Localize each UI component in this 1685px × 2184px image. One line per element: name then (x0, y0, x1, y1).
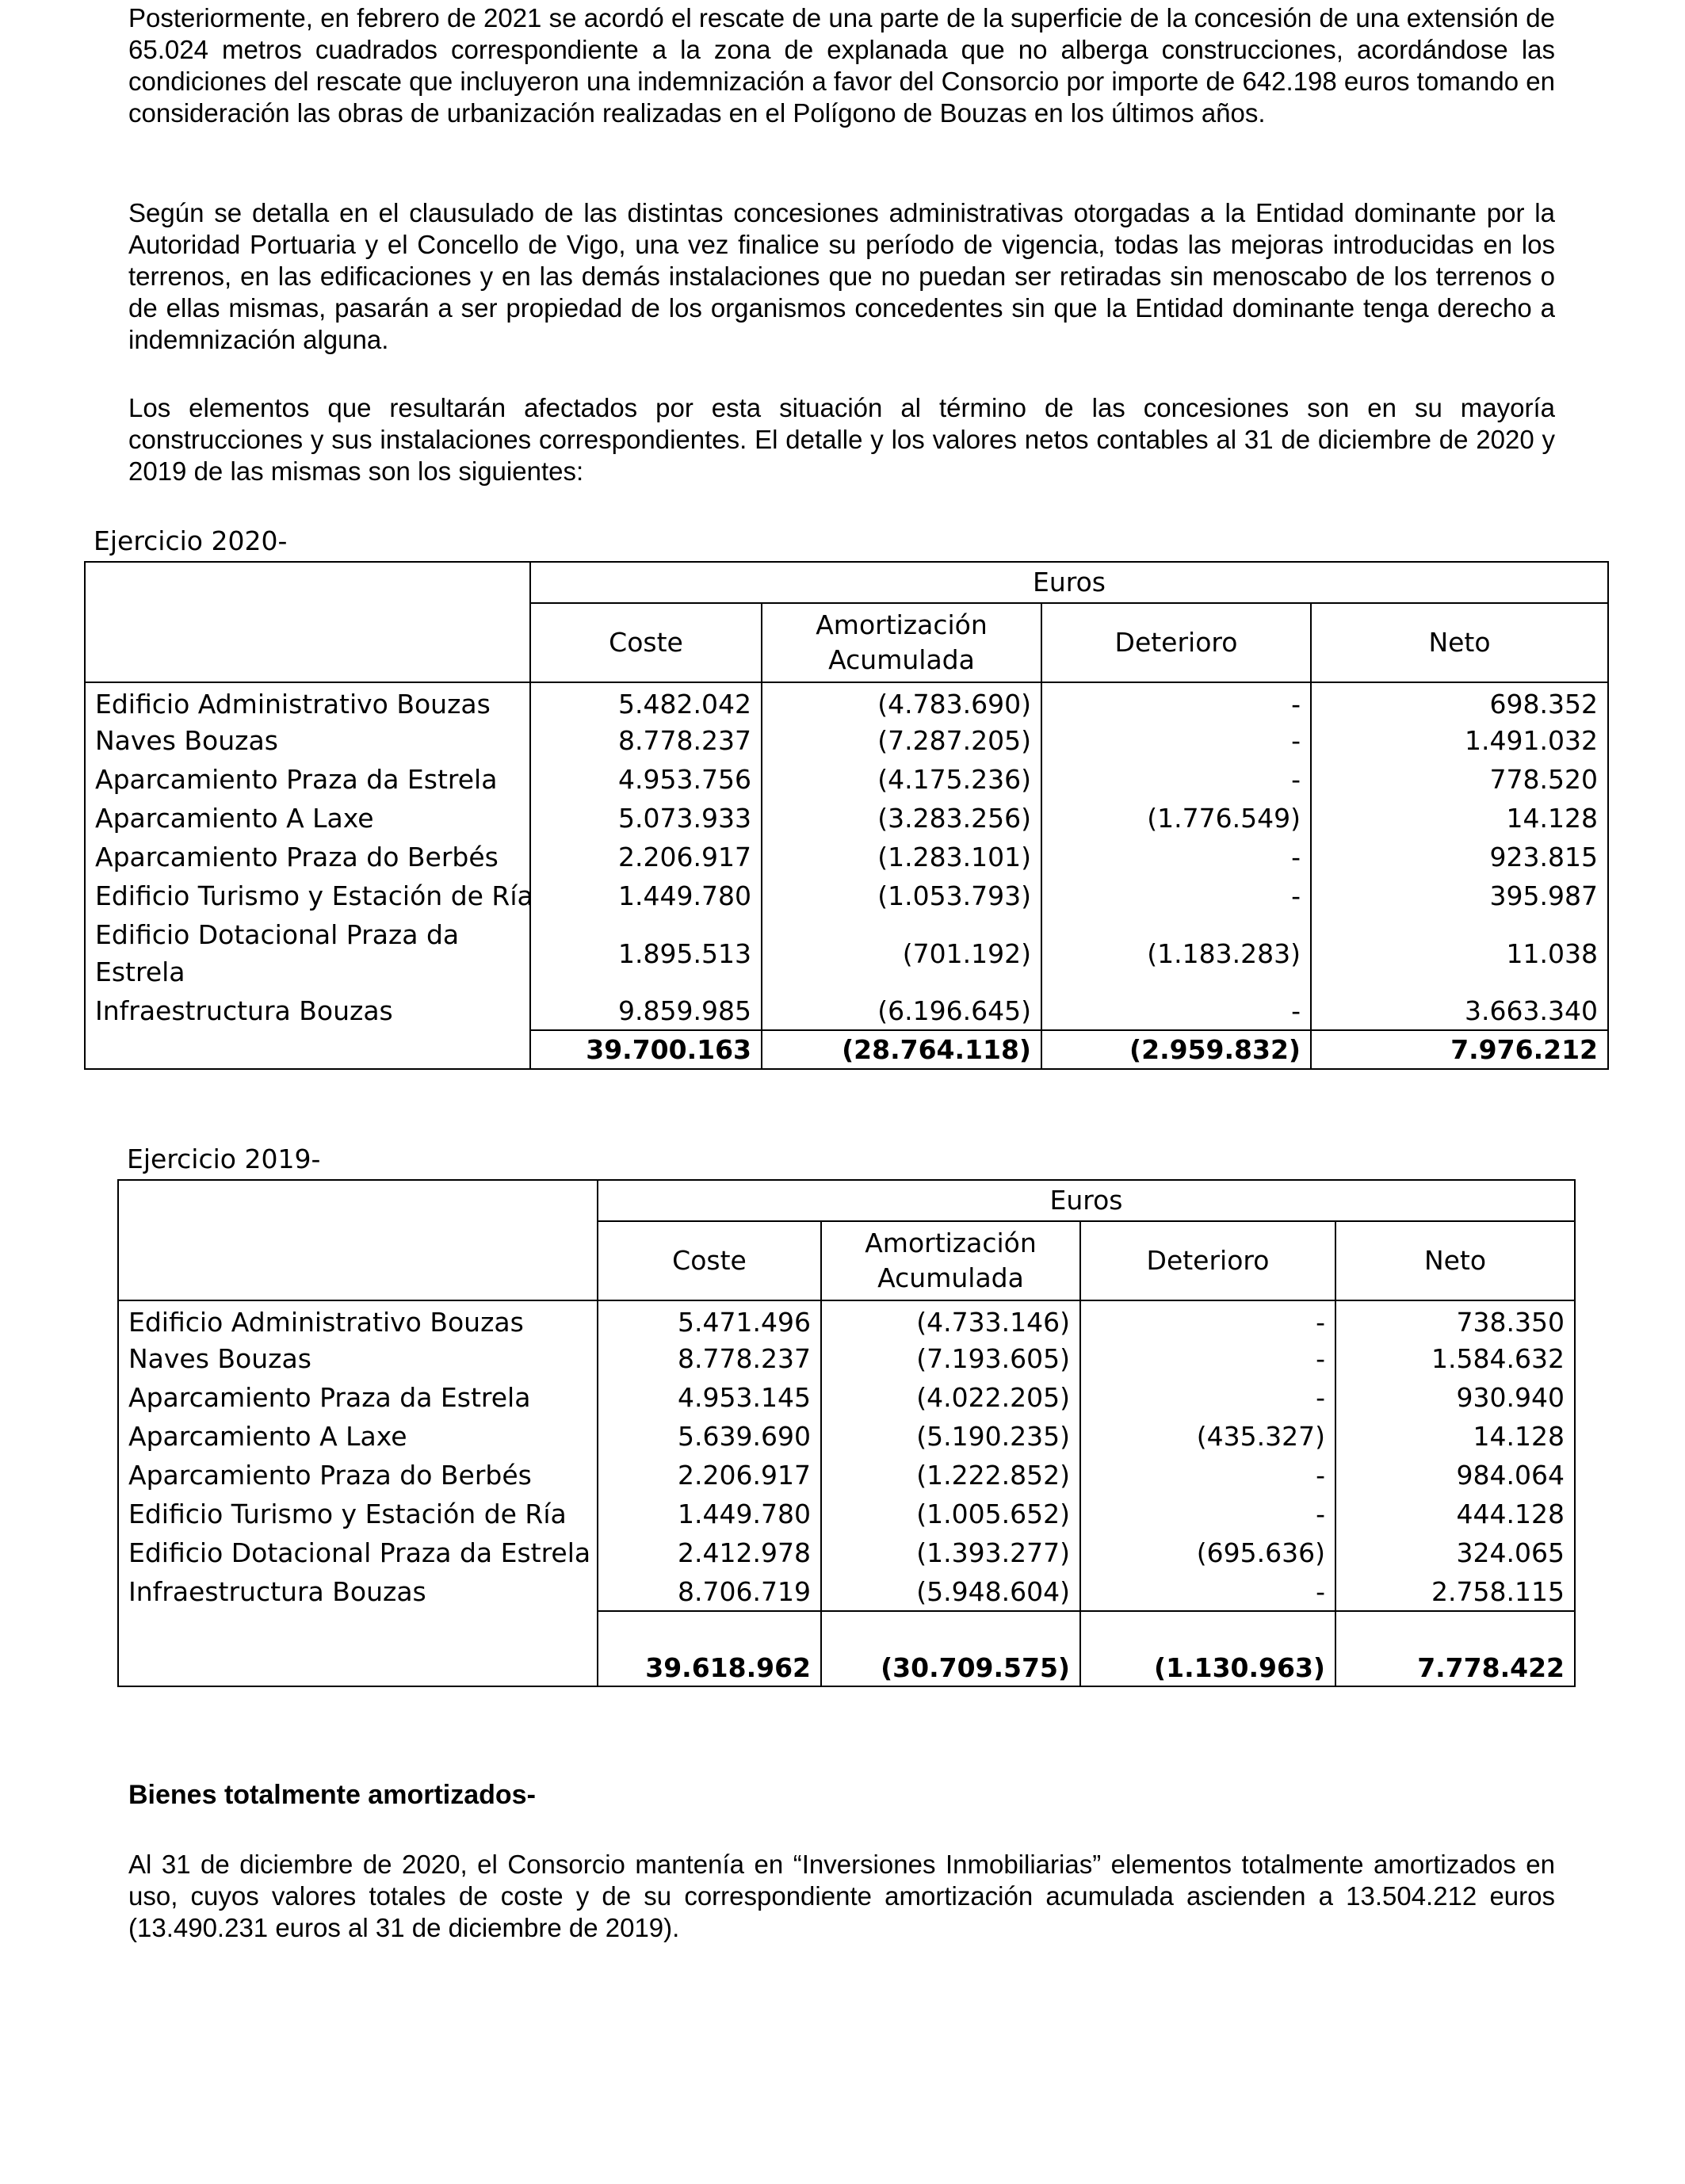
cell-deterioro: (1.183.283) (1041, 915, 1311, 991)
table-row (118, 1378, 1575, 1417)
table-2020 (84, 561, 1609, 1070)
table-row (85, 838, 1608, 876)
table-row (85, 915, 1608, 991)
table-row (85, 721, 1608, 760)
cell-neto: 930.940 (1335, 1378, 1575, 1417)
row-label: Infraestructura Bouzas (118, 1572, 598, 1611)
total-label (118, 1649, 598, 1686)
table-row (118, 1533, 1575, 1572)
total-coste: 39.618.962 (598, 1649, 821, 1686)
cell-neto: 3.663.340 (1311, 991, 1608, 1030)
row-label: Edificio Administrativo Bouzas (85, 682, 530, 721)
cell-coste: 4.953.145 (598, 1378, 821, 1417)
cell-neto: 778.520 (1311, 760, 1608, 799)
table-2020-col-coste: Coste (530, 603, 762, 682)
total-neto: 7.976.212 (1311, 1030, 1608, 1069)
cell-neto: 444.128 (1335, 1495, 1575, 1533)
row-label: Aparcamiento Praza do Berbés (85, 838, 530, 876)
cell-deterioro: (695.636) (1080, 1533, 1335, 1572)
table-2019-col-deterioro: Deterioro (1080, 1221, 1335, 1300)
table-row (118, 1339, 1575, 1378)
cell-neto: 1.584.632 (1335, 1339, 1575, 1378)
cell-coste: 1.895.513 (530, 915, 762, 991)
cell-coste: 8.778.237 (530, 721, 762, 760)
table-2019-col-amortizacion: Amortización Acumulada (821, 1221, 1080, 1300)
cell-coste: 5.471.496 (598, 1300, 821, 1339)
cell-coste: 2.412.978 (598, 1533, 821, 1572)
cell-amortizacion: (6.196.645) (762, 991, 1041, 1030)
table-2020-header-blank (85, 562, 530, 682)
total-coste: 39.700.163 (530, 1030, 762, 1069)
cell-neto: 14.128 (1335, 1417, 1575, 1456)
row-label: Aparcamiento A Laxe (85, 799, 530, 838)
total-amortizacion: (28.764.118) (762, 1030, 1041, 1069)
paragraph-rescate: Posteriormente, en febrero de 2021 se acordó el rescate de una parte de la superficie de la concesión de una extensión de 65.024 metros cuadrados correspondiente a la zona de explanada que no alberga construcciones, acordándose las condiciones del rescate que incluyeron una indemnización a favor del Consorcio por importe de 642.198 euros tomando en consideración las obras de urbanización realizadas en el Polígono de Bouzas en los últimos años. (128, 3, 1555, 128)
table-2020-title: Ejercicio 2020- (94, 525, 288, 556)
table-2019-col-neto: Neto (1335, 1221, 1575, 1300)
heading-bienes-amortizados: Bienes totalmente amortizados- (128, 1780, 536, 1810)
total-neto: 7.778.422 (1335, 1649, 1575, 1686)
table-2019-group-header: Euros (598, 1180, 1575, 1221)
table-2020-col-amortizacion: Amortización Acumulada (762, 603, 1041, 682)
row-label: Aparcamiento A Laxe (118, 1417, 598, 1456)
table-spacer-row (118, 1611, 1575, 1649)
cell-neto: 984.064 (1335, 1456, 1575, 1495)
table-row (118, 1417, 1575, 1456)
cell-deterioro: - (1080, 1300, 1335, 1339)
cell-coste: 8.778.237 (598, 1339, 821, 1378)
cell-neto: 2.758.115 (1335, 1572, 1575, 1611)
total-label (85, 1030, 530, 1069)
cell-deterioro: - (1041, 760, 1311, 799)
table-row (85, 760, 1608, 799)
cell-amortizacion: (1.053.793) (762, 876, 1041, 915)
cell-neto: 698.352 (1311, 682, 1608, 721)
cell-amortizacion: (1.393.277) (821, 1533, 1080, 1572)
cell-coste: 4.953.756 (530, 760, 762, 799)
table-row (118, 1300, 1575, 1339)
cell-neto: 923.815 (1311, 838, 1608, 876)
cell-deterioro: - (1041, 876, 1311, 915)
table-2019-header-blank (118, 1180, 598, 1300)
cell-coste: 2.206.917 (598, 1456, 821, 1495)
cell-coste: 5.482.042 (530, 682, 762, 721)
cell-amortizacion: (5.190.235) (821, 1417, 1080, 1456)
cell-coste: 5.073.933 (530, 799, 762, 838)
total-deterioro: (1.130.963) (1080, 1649, 1335, 1686)
row-label: Edificio Dotacional Praza da Estrela (85, 915, 530, 991)
cell-deterioro: - (1041, 721, 1311, 760)
table-row (85, 682, 1608, 721)
table-row (85, 876, 1608, 915)
table-2020-col-deterioro: Deterioro (1041, 603, 1311, 682)
paragraph-clausulado: Según se detalla en el clausulado de las distintas concesiones administrativas otorgadas a la Entidad dominante por la Autoridad Portuaria y el Concello de Vigo, una vez finalice su período de vigencia, todas las mejoras introducidas en los terrenos, en las edificaciones y en las demás instalaciones que no puedan ser retiradas sin menoscabo de los terrenos o de ellas mismas, pasarán a ser propiedad de los organismos concedentes sin que la Entidad dominante tenga derecho a indemnización alguna. (128, 198, 1555, 354)
row-label: Aparcamiento Praza da Estrela (118, 1378, 598, 1417)
cell-amortizacion: (7.287.205) (762, 721, 1041, 760)
table-row (118, 1456, 1575, 1495)
table-row (85, 991, 1608, 1030)
row-label: Edificio Dotacional Praza da Estrela (118, 1533, 598, 1572)
cell-amortizacion: (4.783.690) (762, 682, 1041, 721)
total-amortizacion: (30.709.575) (821, 1649, 1080, 1686)
row-label: Edificio Turismo y Estación de Ría (85, 876, 530, 915)
paragraph-elementos: Los elementos que resultarán afectados por esta situación al término de las concesiones son en su mayoría construcciones y sus instalaciones correspondientes. El detalle y los valores netos contables al 31 de diciembre de 2020 y 2019 de las mismas son los siguientes: (128, 393, 1555, 486)
table-row (118, 1495, 1575, 1533)
table-2020-col-neto: Neto (1311, 603, 1608, 682)
table-row (85, 799, 1608, 838)
cell-deterioro: - (1080, 1572, 1335, 1611)
table-2020-group-header: Euros (530, 562, 1608, 603)
cell-amortizacion: (4.175.236) (762, 760, 1041, 799)
cell-amortizacion: (4.022.205) (821, 1378, 1080, 1417)
cell-deterioro: - (1080, 1378, 1335, 1417)
cell-deterioro: (435.327) (1080, 1417, 1335, 1456)
cell-neto: 738.350 (1335, 1300, 1575, 1339)
cell-neto: 14.128 (1311, 799, 1608, 838)
total-deterioro: (2.959.832) (1041, 1030, 1311, 1069)
cell-deterioro: - (1080, 1339, 1335, 1378)
row-label: Edificio Turismo y Estación de Ría (118, 1495, 598, 1533)
cell-coste: 1.449.780 (530, 876, 762, 915)
cell-coste: 8.706.719 (598, 1572, 821, 1611)
row-label: Aparcamiento Praza do Berbés (118, 1456, 598, 1495)
row-label: Aparcamiento Praza da Estrela (85, 760, 530, 799)
cell-neto: 1.491.032 (1311, 721, 1608, 760)
row-label: Naves Bouzas (118, 1339, 598, 1378)
cell-deterioro: - (1080, 1456, 1335, 1495)
cell-coste: 5.639.690 (598, 1417, 821, 1456)
table-total-row (85, 1030, 1608, 1069)
cell-amortizacion: (1.283.101) (762, 838, 1041, 876)
table-row (118, 1572, 1575, 1611)
cell-deterioro: - (1041, 991, 1311, 1030)
table-2019-col-coste: Coste (598, 1221, 821, 1300)
cell-deterioro: - (1041, 682, 1311, 721)
cell-coste: 1.449.780 (598, 1495, 821, 1533)
cell-amortizacion: (5.948.604) (821, 1572, 1080, 1611)
cell-deterioro: - (1041, 838, 1311, 876)
paragraph-bienes-amortizados: Al 31 de diciembre de 2020, el Consorcio mantenía en “Inversiones Inmobiliarias” elementos totalmente amortizados en uso, cuyos valores totales de coste y de su correspondiente amortización acumulada ascienden a 13.504.212 euros (13.490.231 euros al 31 de diciembre de 2019). (128, 1850, 1555, 1942)
cell-neto: 324.065 (1335, 1533, 1575, 1572)
row-label: Infraestructura Bouzas (85, 991, 530, 1030)
cell-amortizacion: (701.192) (762, 915, 1041, 991)
cell-neto: 395.987 (1311, 876, 1608, 915)
cell-amortizacion: (4.733.146) (821, 1300, 1080, 1339)
cell-neto: 11.038 (1311, 915, 1608, 991)
cell-amortizacion: (1.005.652) (821, 1495, 1080, 1533)
cell-amortizacion: (3.283.256) (762, 799, 1041, 838)
cell-deterioro: - (1080, 1495, 1335, 1533)
cell-deterioro: (1.776.549) (1041, 799, 1311, 838)
table-total-row (118, 1649, 1575, 1686)
cell-amortizacion: (1.222.852) (821, 1456, 1080, 1495)
cell-coste: 2.206.917 (530, 838, 762, 876)
table-2019-title: Ejercicio 2019- (127, 1144, 321, 1174)
row-label: Edificio Administrativo Bouzas (118, 1300, 598, 1339)
cell-amortizacion: (7.193.605) (821, 1339, 1080, 1378)
cell-coste: 9.859.985 (530, 991, 762, 1030)
table-2019 (117, 1179, 1576, 1687)
row-label: Naves Bouzas (85, 721, 530, 760)
